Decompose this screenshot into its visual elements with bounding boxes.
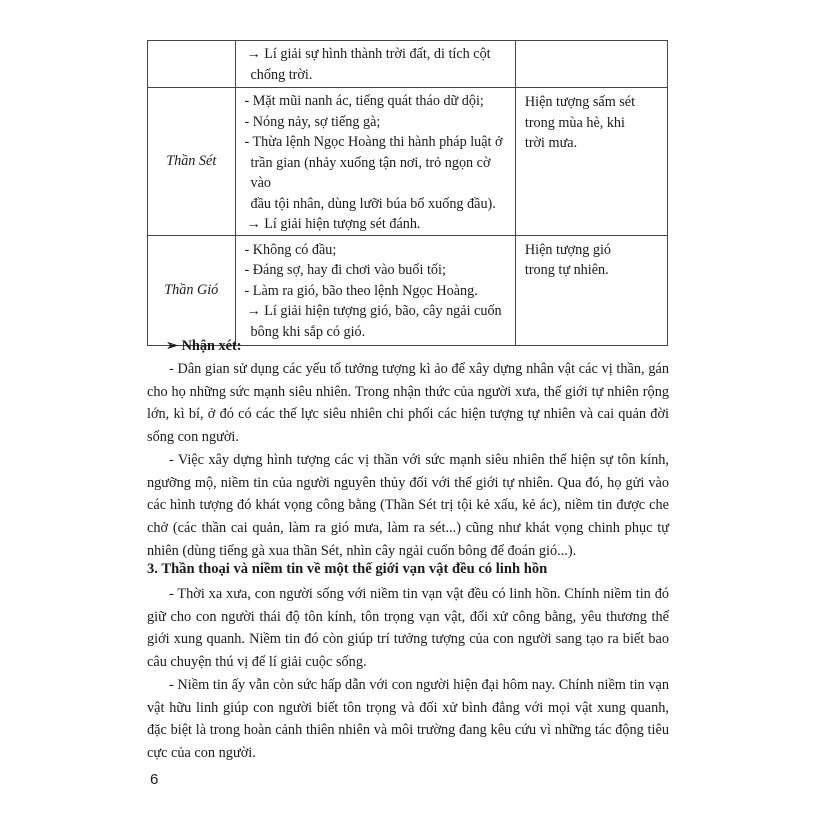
phenomenon-line: Hiện tượng gió [524, 241, 612, 258]
description-line: → Lí giải hiện tượng gió, bão, cây ngải cuốn [246, 303, 502, 319]
description-line: đầu tội nhân, dùng lưỡi búa bổ xuống đầu). [250, 195, 496, 212]
paragraph: - Dân gian sử dụng các yếu tố tưởng tượng kì ảo để xây dựng nhân vật các vị thần, gán cho họ những sức mạnh siêu nhiên. Trong nhận thức của người xưa, thế giới tự nhiên rộng lớn, kì bí, ở đó có các thế lực siêu nhiên chi phối các hiện tượng tự nhiên và cai quản đời sống con người. [147, 361, 669, 446]
description-line: chống trời. [250, 66, 313, 83]
section-heading: 3. Thần thoại và niềm tin về một thế giới vạn vật đều có linh hồn [147, 561, 548, 577]
god-name: Thần Gió [164, 281, 219, 298]
table-row [148, 235, 668, 345]
phenomenon-cell [515, 88, 667, 236]
remark-body [147, 358, 669, 562]
page-number: 6 [150, 771, 159, 788]
phenomenon-line: trong tự nhiên. [524, 262, 609, 278]
paragraph: - Thời xa xưa, con người sống với niềm tin vạn vật đều có linh hồn. Chính niềm tin đó giữ cho con người thái độ tôn kính, tôn trọng vạn vật, đối xử công bằng, yêu thương thế giới xung quanh. Niềm tin đó còn giúp trí tưởng tượng của con người sang tạo ra biết bao câu chuyện thú vị để lí giải cuộc sống. [147, 586, 669, 671]
description-line: → Lí giải sự hình thành trời đất, di tích cột [246, 46, 491, 62]
paragraph: - Niềm tin ấy vẫn còn sức hấp dẫn với con người hiện đại hôm nay. Chính niềm tin vạn vật hữu linh giúp con người biết tôn trọng và đối xử bình đẳng với mọi vật xung quanh, đặc biệt là trong hoàn cảnh thiên nhiên và môi trường đang kêu cứu vì những tác động tiêu cực của con người. [147, 676, 669, 761]
phenomenon-line: trong mùa hè, khi [524, 114, 625, 131]
god-name-cell [148, 235, 236, 345]
remark-title: Nhận xét: [181, 338, 242, 354]
section-body [147, 583, 669, 765]
description-line: - Đáng sợ, hay đi chơi vào buổi tối; [244, 262, 446, 278]
god-name: Thần Sét [166, 153, 217, 169]
description-cell [235, 88, 515, 236]
description-line: → Lí giải hiện tượng sét đánh. [246, 216, 421, 232]
paragraph: - Việc xây dựng hình tượng các vị thần với sức mạnh siêu nhiên thể hiện sự tôn kính, ngưỡng mộ, niềm tin của người nguyên thủy đối với thế giới tự nhiên. Qua đó, họ gửi vào các hình tượng đó khát vọng công bằng (Thần Sét trị tội kẻ xấu, kẻ ác), niềm tin được che chở (các thần cai quản, làm ra gió mưa, làm ra sét...) cũng như khát vọng chinh phục tự nhiên (dùng tiếng gà xua thần Sét, nhìn cây ngải cuốn bông để đoán gió...). [147, 451, 669, 559]
description-line: - Nóng nảy, sợ tiếng gà; [244, 113, 381, 130]
myth-table [147, 40, 668, 346]
description-line: trần gian (nhảy xuống tận nơi, trỏ ngọn cờ vào [250, 154, 491, 191]
description-line: - Làm ra gió, bão theo lệnh Ngọc Hoàng. [244, 282, 478, 299]
description-line: - Mặt mũi nanh ác, tiếng quát tháo dữ dội; [244, 93, 484, 109]
description-cell [235, 235, 515, 345]
phenomenon-line: trời mưa. [524, 135, 578, 151]
god-name-cell [148, 88, 236, 236]
arrow-bullet-icon: ➢ [166, 338, 178, 354]
phenomenon-cell [515, 235, 667, 345]
table-row [148, 88, 668, 236]
remark-heading [166, 338, 242, 355]
table-row [148, 41, 668, 88]
description-cell [235, 41, 515, 88]
god-name-cell [148, 41, 236, 88]
description-line: - Không có đầu; [244, 241, 337, 258]
description-line: - Thừa lệnh Ngọc Hoàng thi hành pháp luật ở [244, 134, 503, 150]
phenomenon-cell [515, 41, 667, 88]
phenomenon-line: Hiện tượng sấm sét [524, 94, 636, 110]
description-line: bông khi sắp có gió. [250, 323, 366, 340]
